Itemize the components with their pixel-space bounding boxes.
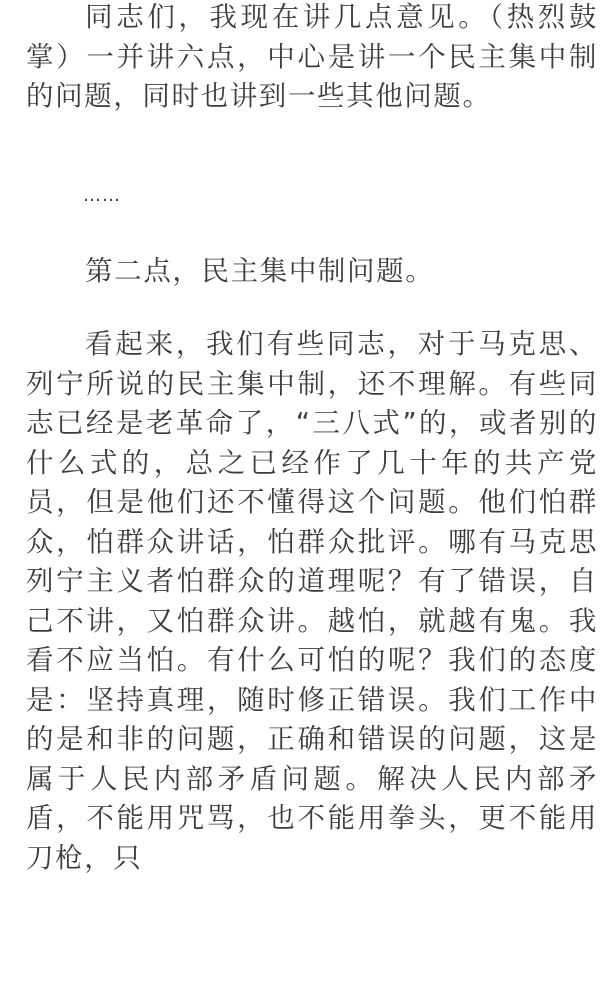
paragraph-opening: 同志们，我现在讲几点意见。（热烈鼓掌）一并讲六点，中心是讲一个民主集中制的问题，同时也讲到一些其他问题。 [26, 1, 598, 112]
paragraph-body: 看起来，我们有些同志，对于马克思、列宁所说的民主集中制，还不理解。有些同志已经是老革命了，“三八式”的，或者别的什么式的，总之已经作了几十年的共产党员，但是他们还不懂得这个问题。他们怕群众，怕群众讲话，怕群众批评。哪有马克思列宁主义者怕群众的道理呢？有了错误，自己不讲，又怕群众讲。越怕，就越有鬼。我看不应当怕。有什么可怕的呢？我们的态度是：坚持真理，随时修正错误。我们工作中的是和非的问题，正确和错误的问题，这是属于人民内部矛盾问题。解决人民内部矛盾，不能用咒骂，也不能用拳头，更不能用刀枪，只 [26, 328, 598, 874]
paragraph-section-heading: 第二点，民主集中制问题。 [85, 255, 435, 287]
paragraph-ellipsis: …… [83, 185, 121, 206]
watermark [140, 962, 470, 982]
